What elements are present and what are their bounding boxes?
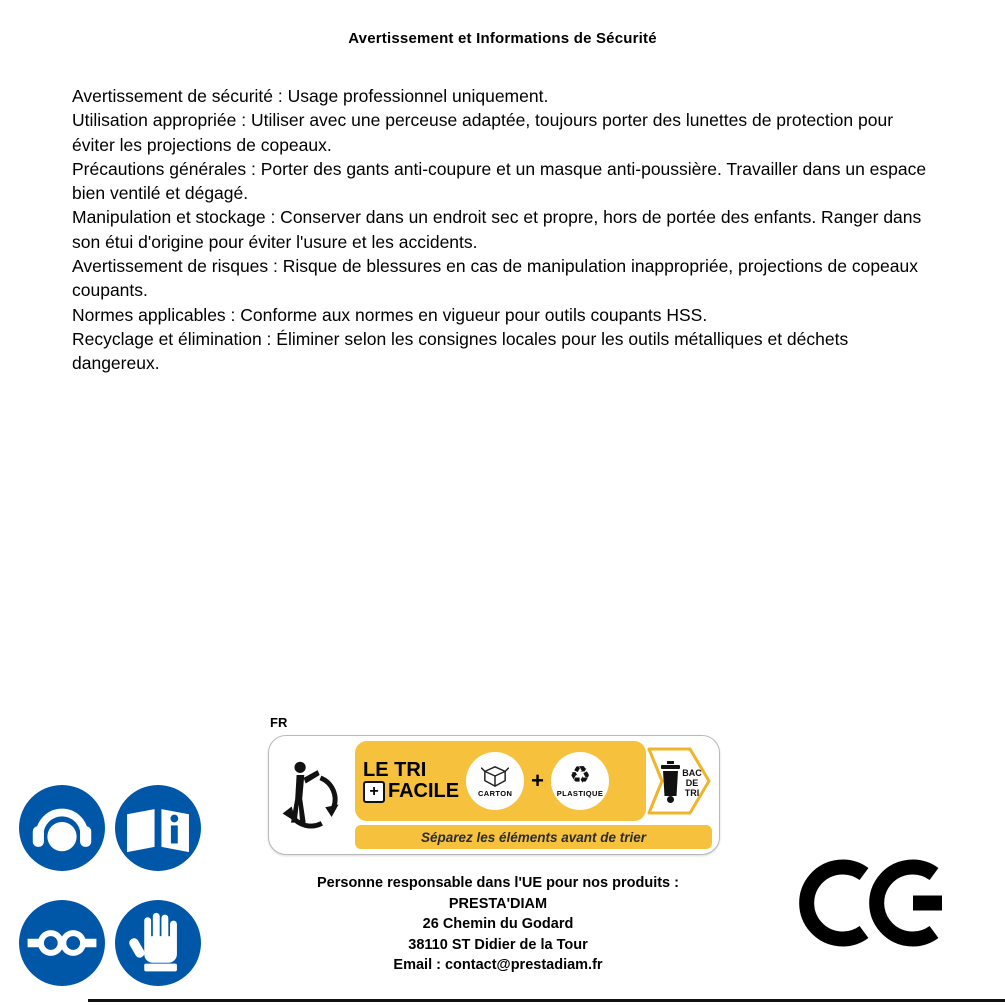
plus-separator: + <box>531 768 544 793</box>
safety-line: Recyclage et élimination : Éliminer selon les consignes locales pour les outils métalliques et déchets dangereux. <box>72 328 849 374</box>
bin-label-line2: DE <box>685 778 699 788</box>
country-code-label: FR <box>270 715 288 730</box>
responsible-heading: Personne responsable dans l'UE pour nos produits : <box>317 875 679 891</box>
recycling-symbol: ♻ <box>569 762 591 789</box>
safety-text-block <box>72 84 940 376</box>
safety-line: Manipulation et stockage : Conserver dans un endroit sec et propre, hors de portée des enfants. Ranger dans son étui d'origine pour éviter l'usure et les accidents. <box>72 207 922 252</box>
safety-line: Précautions générales : Porter des gants anti-coupure et un masque anti-poussière. Travailler dans un espace bien ventilé et dégagé. <box>72 158 927 204</box>
sorting-bin-icon <box>646 741 712 821</box>
responsible-address-block <box>248 873 748 976</box>
safety-line: Avertissement de sécurité : Usage professionnel uniquement. <box>72 86 549 106</box>
triman-icon <box>269 736 355 854</box>
safety-line: Normes applicables : Conforme aux normes en vigueur pour outils coupants HSS. <box>72 304 708 325</box>
ce-mark-icon <box>798 852 948 954</box>
bin-label-line3: TRI <box>684 788 700 798</box>
bottom-border-line <box>88 999 1005 1002</box>
company-name: PRESTA'DIAM <box>448 895 548 912</box>
safety-line: Avertissement de risques : Risque de blessures en cas de manipulation inappropriée, projections de copeaux coupants. <box>72 256 919 301</box>
material-label-plastique: PLASTIQUE <box>556 789 604 798</box>
contact-email: Email : contact@prestadiam.fr <box>393 957 603 973</box>
street-address: 26 Chemin du Godard <box>422 916 574 932</box>
safety-line: Utilisation appropriée : Utiliser avec une perceuse adaptée, toujours porter des lunettes de protection pour éviter les projections de copeaux. <box>72 110 894 155</box>
plus-icon: + <box>363 781 385 803</box>
wear-ear-protection-icon <box>19 785 105 871</box>
bin-label-line1: BAC <box>682 768 702 778</box>
sorting-instruction: Séparez les éléments avant de trier <box>355 825 712 849</box>
city-address: 38110 ST Didier de la Tour <box>408 936 588 953</box>
page-title: Avertissement et Informations de Sécurité <box>348 30 657 47</box>
tri-brand-line1: LE TRI <box>363 758 427 781</box>
plastic-recycling-icon <box>551 752 609 810</box>
tri-brand-line2: FACILE <box>388 780 460 802</box>
wear-protective-gloves-icon <box>115 900 201 986</box>
tri-label-right <box>355 736 719 854</box>
wear-eye-protection-icon <box>19 900 105 986</box>
carton-box-icon <box>466 752 524 810</box>
le-tri-facile-logo <box>363 760 459 803</box>
read-instruction-manual-icon <box>115 785 201 871</box>
recycling-sorting-label <box>268 735 720 855</box>
tri-yellow-panel <box>355 741 646 821</box>
material-label-carton: CARTON <box>477 789 513 798</box>
